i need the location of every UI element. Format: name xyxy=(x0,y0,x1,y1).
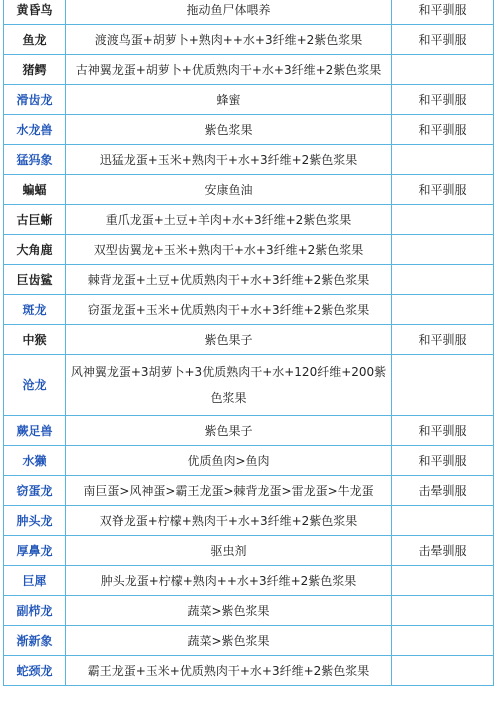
taming-table-wrapper xyxy=(3,0,493,686)
table-row xyxy=(4,325,494,355)
creature-name: 中猴 xyxy=(4,325,66,355)
creature-name: 鱼龙 xyxy=(4,25,66,55)
creature-name-link[interactable]: 巨犀 xyxy=(4,566,66,596)
taming-food-cell: 优质鱼肉>鱼肉 xyxy=(66,446,392,476)
table-row xyxy=(4,205,494,235)
taming-food-cell: 蔬菜>紫色浆果 xyxy=(66,596,392,626)
taming-food-cell: 肿头龙蛋+柠檬+熟肉++水+3纤维+2紫色浆果 xyxy=(66,566,392,596)
table-row xyxy=(4,25,494,55)
table-row xyxy=(4,596,494,626)
table-row xyxy=(4,85,494,115)
taming-method-cell: 击晕驯服 xyxy=(392,536,494,566)
table-body xyxy=(4,0,494,686)
taming-food-cell: 古神翼龙蛋+胡萝卜+优质熟肉干+水+3纤维+2紫色浆果 xyxy=(66,55,392,85)
table-row xyxy=(4,416,494,446)
creature-name-link[interactable]: 水龙兽 xyxy=(4,115,66,145)
taming-method-cell: 和平驯服 xyxy=(392,115,494,145)
taming-food-cell: 风神翼龙蛋+3胡萝卜+3优质熟肉干+水+120纤维+200紫色浆果 xyxy=(66,355,392,416)
taming-method-cell xyxy=(392,205,494,235)
table-row xyxy=(4,626,494,656)
taming-food-cell: 紫色果子 xyxy=(66,325,392,355)
taming-method-cell xyxy=(392,265,494,295)
taming-food-cell: 霸王龙蛋+玉米+优质熟肉干+水+3纤维+2紫色浆果 xyxy=(66,656,392,686)
taming-method-cell xyxy=(392,596,494,626)
creature-name-link[interactable]: 蕨足兽 xyxy=(4,416,66,446)
table-row xyxy=(4,446,494,476)
taming-method-cell xyxy=(392,506,494,536)
table-row xyxy=(4,536,494,566)
creature-name-link[interactable]: 滑齿龙 xyxy=(4,85,66,115)
taming-method-cell xyxy=(392,656,494,686)
taming-method-cell: 和平驯服 xyxy=(392,325,494,355)
creature-name-link[interactable]: 肿头龙 xyxy=(4,506,66,536)
table-row xyxy=(4,175,494,205)
creature-name-link[interactable]: 窃蛋龙 xyxy=(4,476,66,506)
taming-method-cell: 和平驯服 xyxy=(392,25,494,55)
creature-name-link[interactable]: 猛犸象 xyxy=(4,145,66,175)
taming-method-cell: 和平驯服 xyxy=(392,0,494,25)
taming-food-cell: 驱虫剂 xyxy=(66,536,392,566)
table-row xyxy=(4,55,494,85)
taming-food-cell: 双脊龙蛋+柠檬+熟肉干+水+3纤维+2紫色浆果 xyxy=(66,506,392,536)
taming-method-cell xyxy=(392,626,494,656)
table-row xyxy=(4,265,494,295)
creature-name: 蝙蝠 xyxy=(4,175,66,205)
taming-method-cell: 和平驯服 xyxy=(392,416,494,446)
creature-name: 巨齿鲨 xyxy=(4,265,66,295)
taming-method-cell xyxy=(392,235,494,265)
creature-name-link[interactable]: 厚鼻龙 xyxy=(4,536,66,566)
taming-method-cell xyxy=(392,295,494,325)
table-row xyxy=(4,0,494,25)
table-row xyxy=(4,295,494,325)
creature-name-link[interactable]: 渐新象 xyxy=(4,626,66,656)
taming-method-cell xyxy=(392,355,494,416)
creature-name: 猪鳄 xyxy=(4,55,66,85)
creature-name-link[interactable]: 斑龙 xyxy=(4,295,66,325)
taming-food-cell: 渡渡鸟蛋+胡萝卜+熟肉++水+3纤维+2紫色浆果 xyxy=(66,25,392,55)
creature-name-link[interactable]: 蛇颈龙 xyxy=(4,656,66,686)
taming-method-cell xyxy=(392,55,494,85)
taming-table xyxy=(3,0,494,686)
taming-method-cell: 击晕驯服 xyxy=(392,476,494,506)
table-row xyxy=(4,355,494,416)
taming-method-cell xyxy=(392,566,494,596)
creature-name-link[interactable]: 副栉龙 xyxy=(4,596,66,626)
taming-food-cell: 拖动鱼尸体喂养 xyxy=(66,0,392,25)
taming-food-cell: 紫色果子 xyxy=(66,416,392,446)
taming-method-cell: 和平驯服 xyxy=(392,175,494,205)
table-row xyxy=(4,115,494,145)
table-row xyxy=(4,235,494,265)
taming-food-cell: 蔬菜>紫色浆果 xyxy=(66,626,392,656)
taming-food-cell: 紫色浆果 xyxy=(66,115,392,145)
taming-food-cell: 安康鱼油 xyxy=(66,175,392,205)
creature-name: 黄昏鸟 xyxy=(4,0,66,25)
creature-name-link[interactable]: 水獭 xyxy=(4,446,66,476)
taming-method-cell: 和平驯服 xyxy=(392,85,494,115)
taming-food-cell: 双型齿翼龙+玉米+熟肉干+水+3纤维+2紫色浆果 xyxy=(66,235,392,265)
creature-name: 古巨蜥 xyxy=(4,205,66,235)
table-row xyxy=(4,476,494,506)
creature-name-link[interactable]: 沧龙 xyxy=(4,355,66,416)
taming-method-cell xyxy=(392,145,494,175)
table-row xyxy=(4,145,494,175)
creature-name: 大角鹿 xyxy=(4,235,66,265)
taming-food-cell: 重爪龙蛋+土豆+羊肉+水+3纤维+2紫色浆果 xyxy=(66,205,392,235)
taming-food-cell: 迅猛龙蛋+玉米+熟肉干+水+3纤维+2紫色浆果 xyxy=(66,145,392,175)
taming-food-cell: 窃蛋龙蛋+玉米+优质熟肉干+水+3纤维+2紫色浆果 xyxy=(66,295,392,325)
table-row xyxy=(4,656,494,686)
taming-food-cell: 棘背龙蛋+土豆+优质熟肉干+水+3纤维+2紫色浆果 xyxy=(66,265,392,295)
table-row xyxy=(4,566,494,596)
taming-food-cell: 蜂蜜 xyxy=(66,85,392,115)
taming-method-cell: 和平驯服 xyxy=(392,446,494,476)
taming-food-cell: 南巨蛋>风神蛋>霸王龙蛋>棘背龙蛋>雷龙蛋>牛龙蛋 xyxy=(66,476,392,506)
table-row xyxy=(4,506,494,536)
